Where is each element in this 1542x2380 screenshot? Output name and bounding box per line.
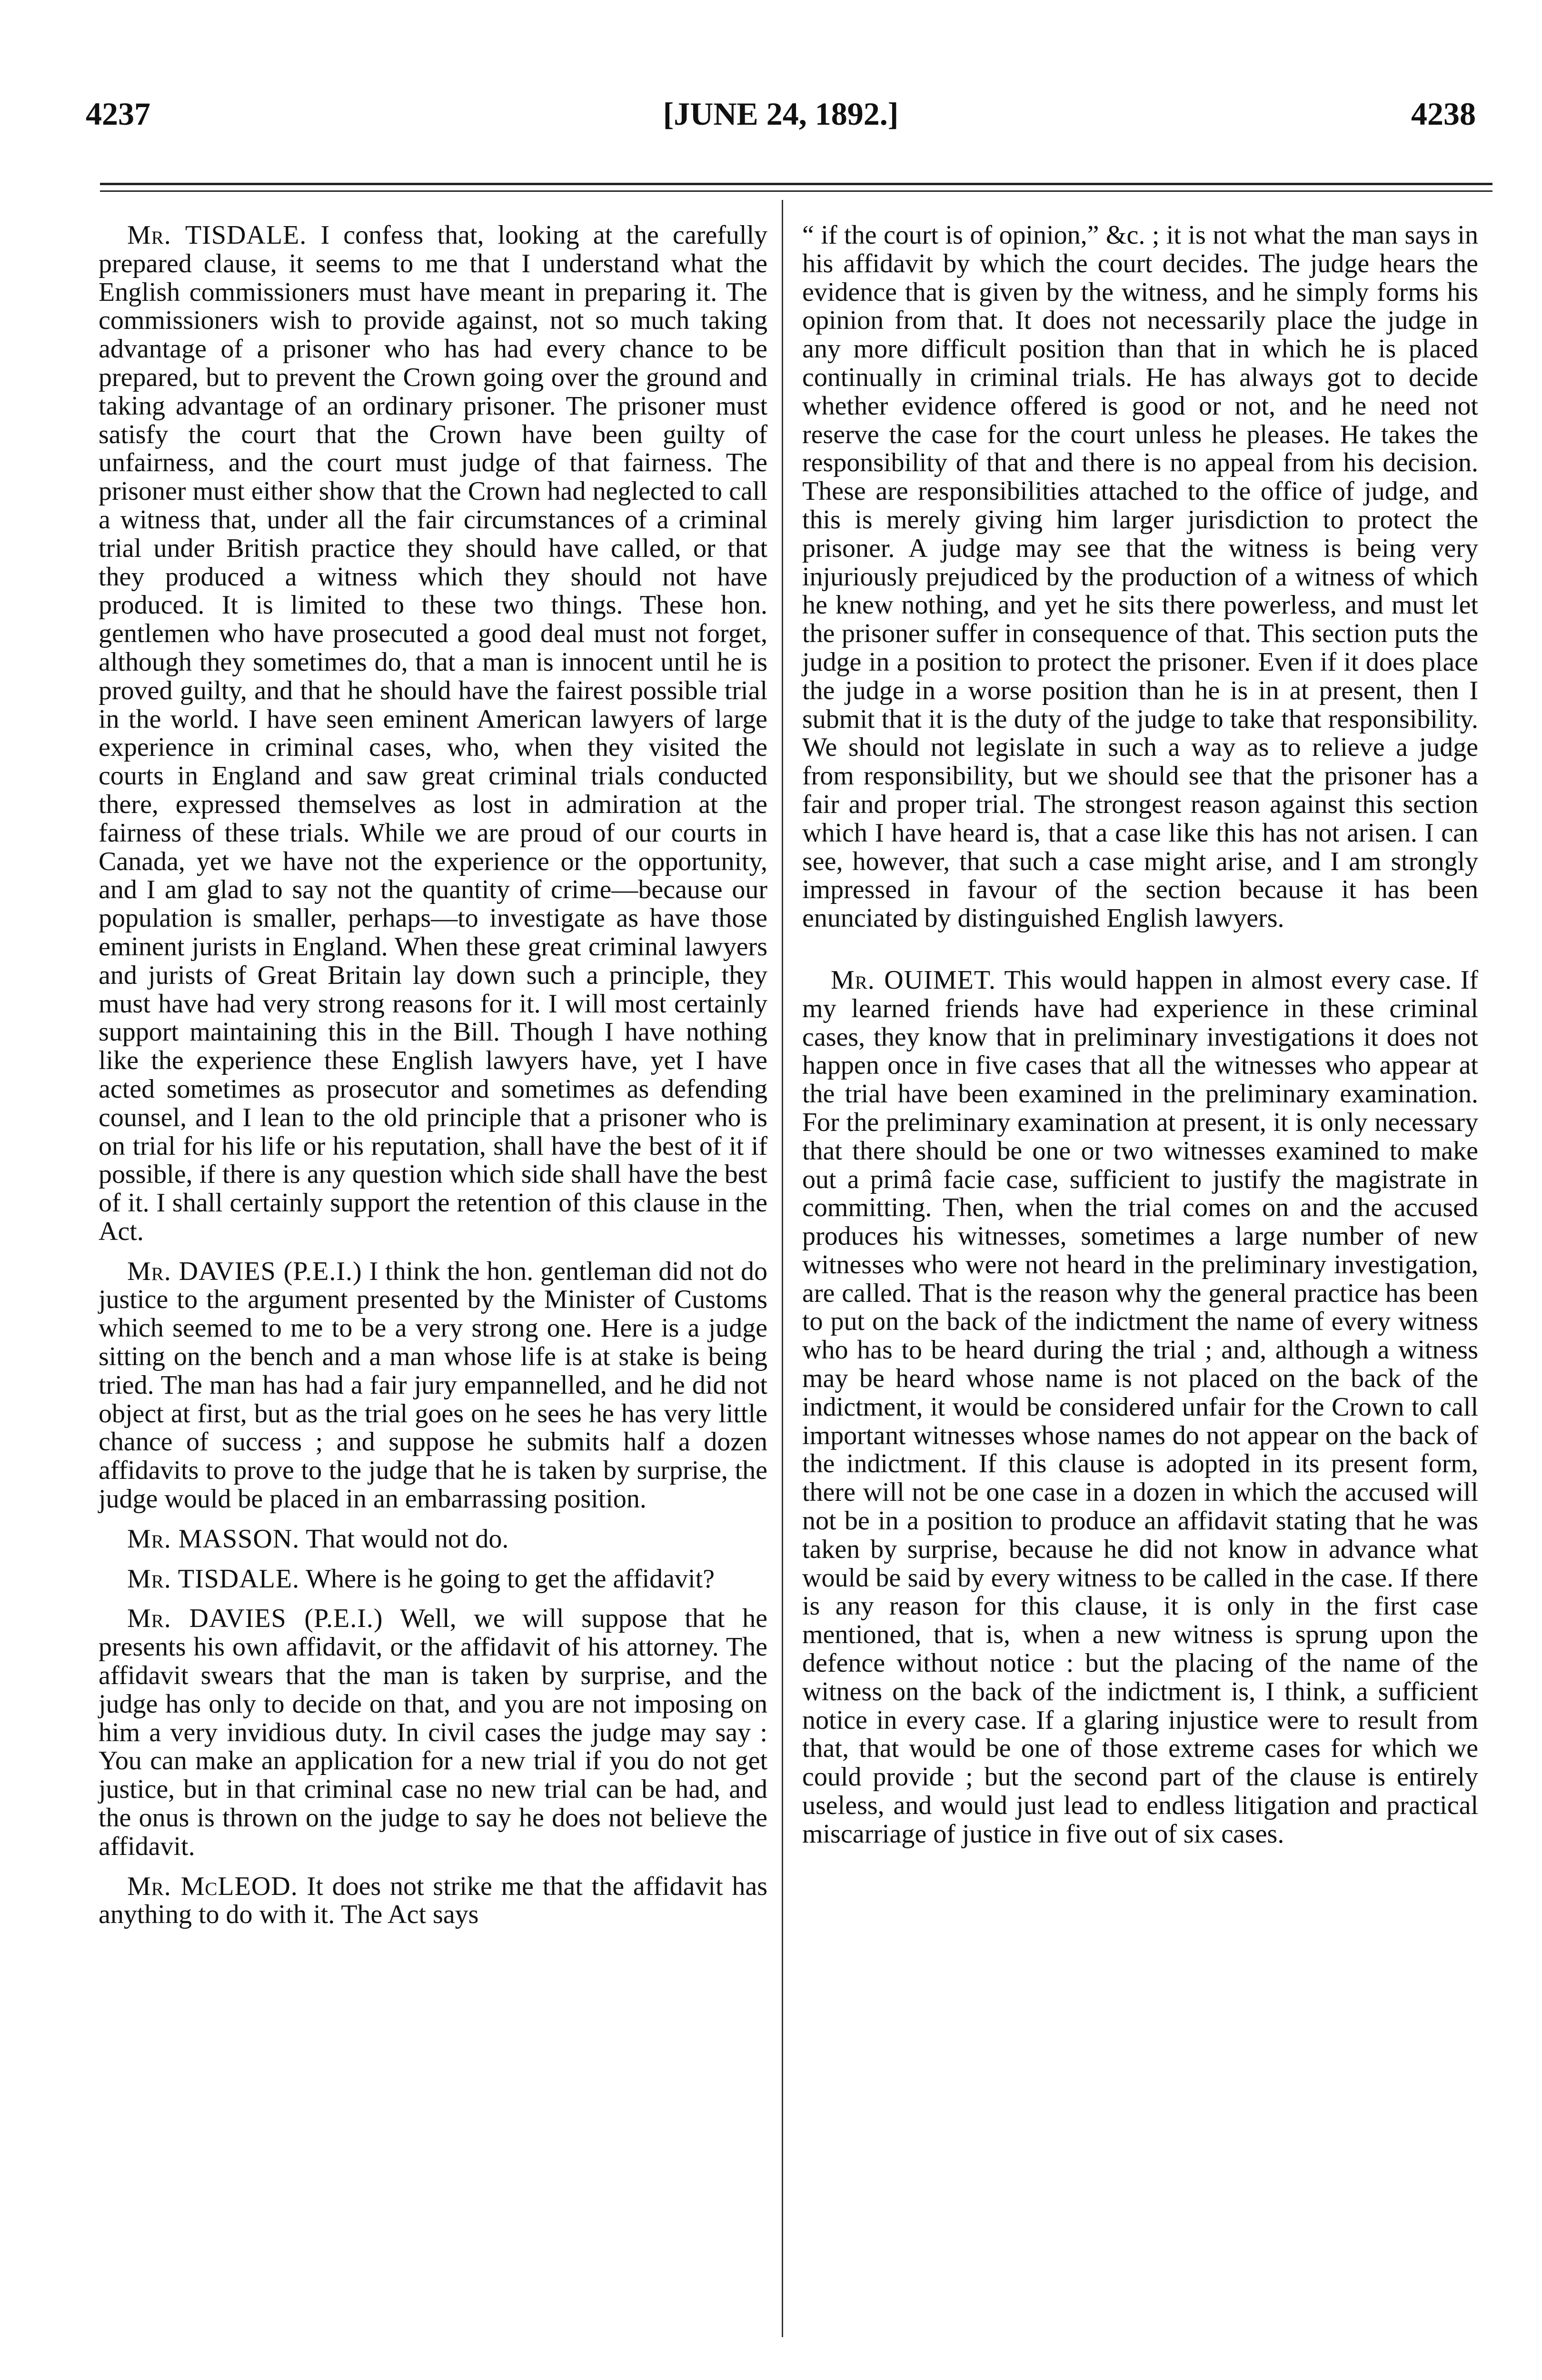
page-date: [JUNE 24, 1892.]: [663, 96, 899, 132]
speaker-name: Mr. McLEOD.: [127, 1871, 298, 1901]
speaker-name: Mr. TISDALE.: [127, 220, 307, 250]
speech-paragraph: [99, 1873, 767, 1930]
speech-paragraph: [99, 1258, 767, 1514]
speech-paragraph-continued: [802, 221, 1478, 933]
speech-paragraph: [99, 1565, 767, 1594]
speaker-name: Mr. OUIMET.: [831, 965, 996, 995]
speech-text: I confess that, looking at the carefully prepared clause, it seems to me that I understand what the English commissioners must have meant in preparing it. The commissioners wish to provide against, not so much taking advantage of a prisoner who has had every chance to be prepared, but to prevent the Crown going over the ground and taking advantage of an ordinary prisoner. The prisoner must satisfy the court that the Crown have been guilty of unfairness, and the court must judge of that fairness. The prisoner must either show that the Crown had neglected to call a witness that, under all the fair circumstances of a criminal trial under British practice they should have called, or that they produced a witness which they should not have produced. It is limited to these two things. These hon. gentlemen who have prosecuted a good deal must not forget, although they sometimes do, that a man is innocent until he is proved guilty, and that he should have the fairest possible trial in the world. I have seen eminent American lawyers of large experience in criminal cases, who, when they visited the courts in England and saw great criminal trials conducted there, expressed themselves as lost in admiration at the fairness of these trials. While we are proud of our courts in Canada, yet we have not the experience or the opportunity, and I am glad to say not the quantity of crime—because our population is smaller, perhaps—to investigate as have those eminent jurists in England. When these great criminal lawyers and jurists of Great Britain lay down such a principle, they must have had very strong reasons for it. I will most certainly support maintaining this in the Bill. Though I have nothing like the experience these English lawyers have, yet I have acted sometimes as prosecutor and sometimes as defending counsel, and I lean to the old principle that a prisoner who is on trial for his life or his reputation, shall have the best of it if possible, if there is any question which side shall have the best of it. I shall certainly support the retention of this clause in the Act.: [99, 220, 768, 1246]
header-rule-thick: [100, 183, 1492, 185]
page-number-left: 4237: [86, 96, 150, 132]
speech-text: Where is he going to get the affidavit?: [299, 1564, 715, 1594]
speech-text: That would not do.: [299, 1524, 509, 1554]
speech-paragraph: [99, 221, 767, 1246]
speech-paragraph: [802, 966, 1478, 1849]
speech-text: “ if the court is of opinion,” &c. ; it is not what the man says in his affidavit by which the court decides. The judge hears the evidence that is given by the witness, and he simply forms his opinion from that. It does not necessarily place the judge in any more difficult position than that in which he is placed continually in criminal trials. He has always got to decide whether evidence offered is good or not, and he need not reserve the case for the court unless he pleases. He takes the responsibility of that and there is no appeal from his decision. These are responsibilities attached to the office of judge, and this is merely giving him larger jurisdiction to protect the prisoner. A judge may see that the witness is being very injuriously prejudiced by the production of a witness of which he knew nothing, and yet he sits there powerless, and must let the prisoner suffer in consequence of that. This section puts the judge in a position to protect the prisoner. Even if it does place the judge in a worse position than he is in at present, then I submit that it is the duty of the judge to take that responsibility. We should not legislate in such a way as to relieve a judge from responsibility, but we should see that the prisoner has a fair and proper trial. The strongest reason against this section which I have heard is, that a case like this has not arisen. I can see, however, that such a case might arise, and I am strongly impressed in favour of the section because it has been enunciated by distinguished English lawyers.: [802, 220, 1478, 933]
speech-text: This would happen in almost every case. If my learned friends have had experience in these criminal cases, they know that in preliminary investigations it does not happen once in five cases that all the witnesses who appear at the trial have been examined in the preliminary examination. For the preliminary examination at present, it is only necessary that there should be one or two witnesses examined to make out a primâ facie case, sufficient to justify the magistrate in committing. Then, when the trial comes on and the accused produces his witnesses, sometimes a large number of new witnesses who were not heard in the preliminary investigation, are called. That is the reason why the general practice has been to put on the back of the indictment the name of every witness who has to be heard during the trial ; and, although a witness may be heard whose name is not placed on the back of the indictment, it would be considered unfair for the Crown to call important witnesses whose names do not appear on the back of the indictment. If this clause is adopted in its present form, there will not be one case in a dozen in which the accused will not be in a position to produce an affidavit stating that he was taken by surprise, because he did not know in advance what would be said by every witness to be called in the case. If there is any reason for this clause, it is only in the first case mentioned, that is, when a new witness is sprung upon the defence without notice : but the placing of the name of the witness on the back of the indictment is, I think, a sufficient notice in every case. If a glaring injustice were to result from that, that would be one of those extreme cases for which we could provide ; but the second part of the clause is entirely useless, and would just lead to endless litigation and practical miscarriage of justice in five out of six cases.: [802, 965, 1479, 1849]
left-column: [99, 221, 767, 1929]
speech-paragraph: [99, 1605, 767, 1861]
header-rule-thin: [100, 190, 1492, 192]
speaker-name: Mr. DAVIES (P.E.I.): [127, 1604, 383, 1634]
page-number-right: 4238: [1411, 96, 1476, 132]
right-column: [802, 221, 1478, 1849]
speech-text: Well, we will suppose that he presents his own affidavit, or the affidavit of his attorney. The affidavit swears that the man is taken by surprise, and the judge has only to decide on that, and you are not imposing on him a very invidious duty. In civil cases the judge may say : You can make an application for a new trial if you do not get justice, but in that criminal case no new trial can be had, and the onus is thrown on the judge to say he does not believe the affidavit.: [99, 1604, 767, 1861]
speech-text: It does not strike me that the affidavit has anything to do with it. The Act says: [99, 1871, 767, 1930]
speaker-name: Mr. TISDALE.: [127, 1564, 300, 1594]
speaker-name: Mr. DAVIES (P.E.I.): [127, 1256, 362, 1286]
speech-text: I think the hon. gentleman did not do justice to the argument presented by the Minister of Customs which seemed to me to be a very strong one. Here is a judge sitting on the bench and a man whose life is at stake is being tried. The man has had a fair jury empannelled, and he did not object at first, but as the trial goes on he sees he has very little chance of success ; and suppose he submits half a dozen affidavits to prove to the judge that he is taken by surprise, the judge would be placed in an embarrassing position.: [99, 1256, 767, 1514]
speaker-name: Mr. MASSON.: [127, 1524, 300, 1554]
column-divider: [782, 200, 783, 2337]
speech-paragraph: [99, 1525, 767, 1554]
page-header: [86, 95, 1476, 138]
